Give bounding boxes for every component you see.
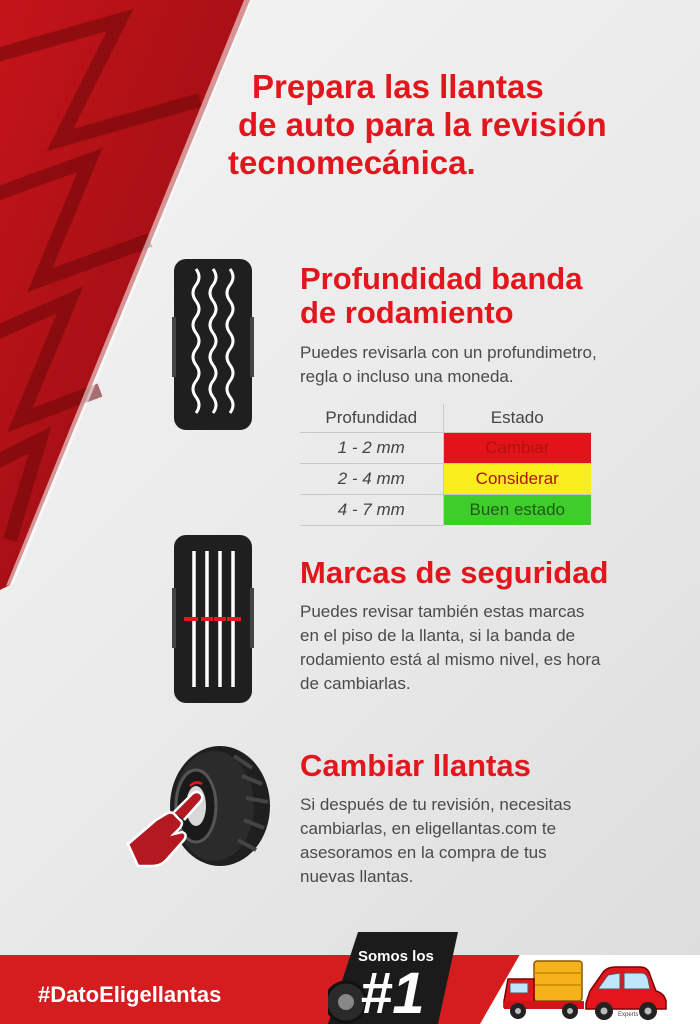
section-1-text-line: Puedes revisarla con un profundimetro, — [300, 343, 597, 362]
title-line-1: Prepara las llantas — [252, 68, 544, 105]
section-2-text — [300, 600, 600, 696]
section-1-title — [300, 262, 582, 330]
main-title — [228, 68, 688, 182]
section-2-text-line: de cambiarlas. — [300, 674, 411, 693]
tire-with-click-hand-icon — [122, 742, 272, 877]
title-line-2: de auto para la revisión — [238, 106, 607, 143]
cars-logo-icon — [500, 957, 670, 1023]
section-2-text-line: rodamiento está al mismo nivel, es hora — [300, 650, 601, 669]
section-2-text-line: Puedes revisar también estas marcas — [300, 602, 585, 621]
tire-tread-wavy-icon — [172, 257, 254, 432]
column-header-depth: Profundidad — [300, 404, 443, 432]
section-3-title — [300, 749, 531, 783]
section-3-text — [300, 793, 571, 889]
section-1-text-line: regla o incluso una moneda. — [300, 367, 514, 386]
depth-status-table — [300, 404, 591, 526]
section-1-text — [300, 341, 597, 389]
status-cell: Considerar — [443, 463, 591, 494]
section-1-title-line-2: de rodamiento — [300, 295, 514, 330]
status-cell: Cambiar — [443, 432, 591, 463]
column-header-status: Estado — [490, 407, 544, 427]
section-3-text-line: Si después de tu revisión, necesitas — [300, 795, 572, 814]
section-3-title-line-1: Cambiar llantas — [300, 748, 531, 783]
section-3-text-line: asesoramos en la compra de tus — [300, 843, 547, 862]
section-3-text-line: nuevas llantas. — [300, 867, 414, 886]
section-1-title-line-1: Profundidad banda — [300, 261, 583, 296]
depth-cell: 1 - 2 mm — [300, 432, 443, 463]
section-2-title-line-1: Marcas de seguridad — [300, 555, 609, 590]
tire-tread-straight-icon — [172, 533, 254, 705]
section-3-text-line: cambiarlas, en eligellantas.com te — [300, 819, 557, 838]
depth-cell: 4 - 7 mm — [300, 494, 443, 525]
section-2-text-line: en el piso de la llanta, si la banda de — [300, 626, 576, 645]
logo-subtext: Experts — [618, 1012, 639, 1018]
title-line-3: tecnomecánica. — [228, 144, 476, 181]
depth-cell: 2 - 4 mm — [300, 463, 443, 494]
status-cell: Buen estado — [443, 494, 591, 525]
table-header-row — [300, 404, 591, 432]
table-row — [300, 432, 591, 463]
badge-number: #1 — [360, 961, 425, 1024]
section-2-title — [300, 556, 608, 590]
badge-text: Somos los — [358, 948, 434, 965]
hashtag-text: #DatoEligellantas — [38, 982, 222, 1007]
table-row — [300, 463, 591, 494]
table-row — [300, 494, 591, 525]
